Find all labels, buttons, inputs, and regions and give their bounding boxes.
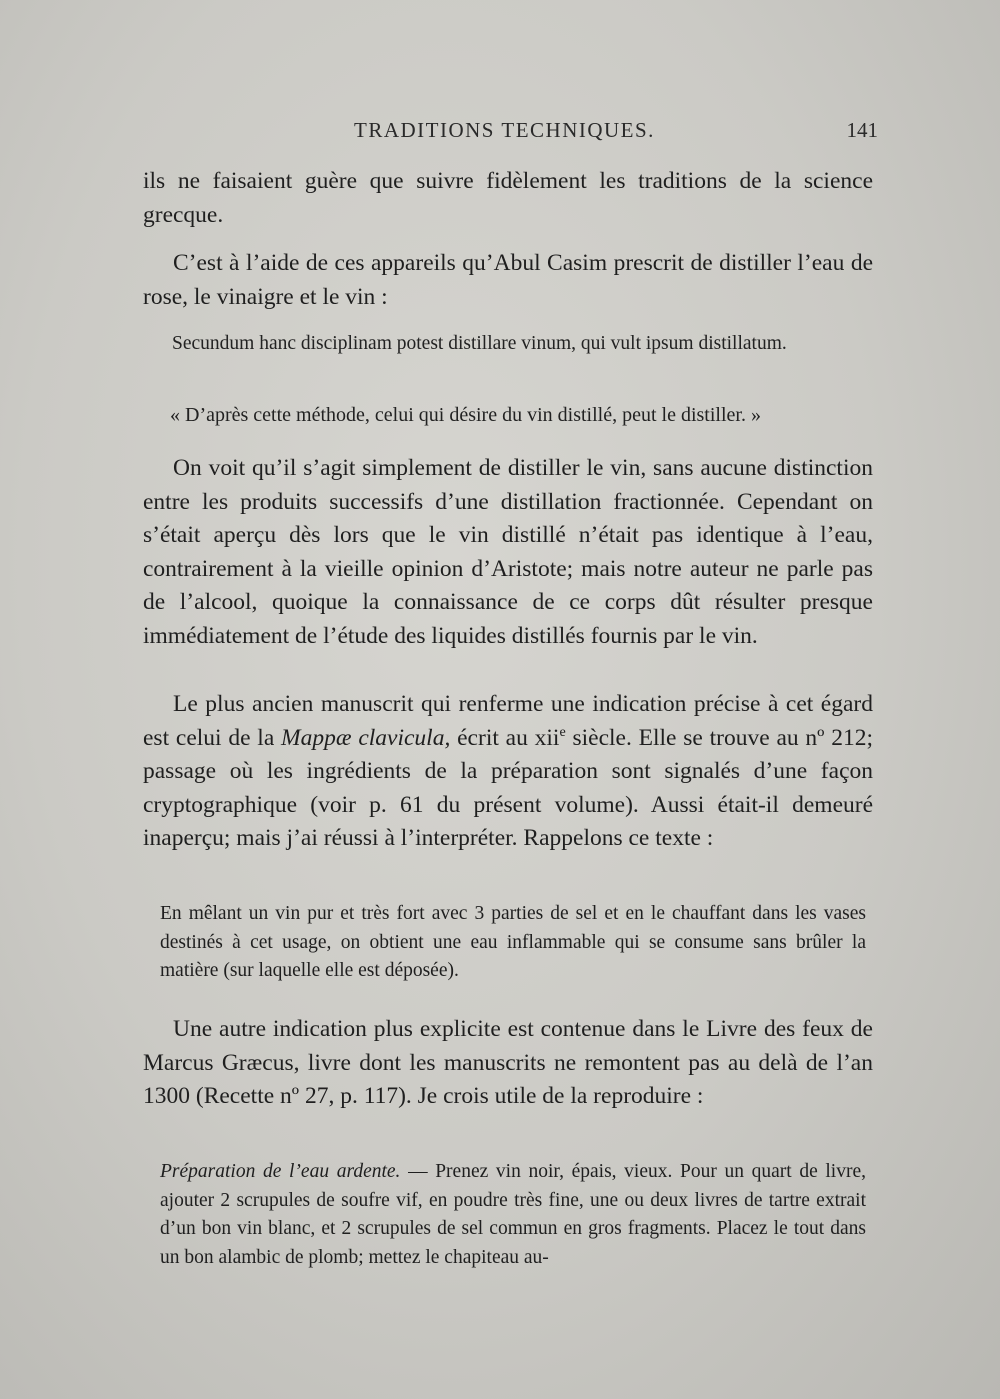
paragraph-distillation: On voit qu’il s’agit simplement de distiller le vin, sans aucune distinction entre les produits successifs d’une distillation fractionnée. Cependant on s’était aperçu dès lors que le vin distillé n’était pas identique à l’eau, contrairement à la vieille opinion d’Aristote; mais notre auteur ne parle pas de l’alcool, quoique la connaissance de ce corps dût résulter presque immédiatement de l’étude des liquides distillés fournis par le vin. xyxy=(143,455,873,649)
paragraph-text-start: Le plus ancien manuscrit qui renferme une indication précise à cet égard est celui de la xyxy=(143,691,873,751)
page-number: 141 xyxy=(846,118,878,142)
running-title: TRADITIONS TECHNIQUES. xyxy=(354,118,655,142)
paragraph-abul-casim: C’est à l’aide de ces appareils qu’Abul Casim prescrit de distiller l’eau de rose, le vinaigre et le vin : xyxy=(143,250,873,310)
quoted-recipe-text: En mêlant un vin pur et très fort avec 3 parties de sel et en le chauffant dans les vases destinés à cet usage, on obtient une eau inflammable qui se consume sans brûler la matière (sur laquelle elle est déposée). xyxy=(160,903,866,981)
paragraph-mappae-clavicula xyxy=(143,688,873,856)
latin-quote: Secundum hanc disciplinam potest distillare vinum, qui vult ipsum distillatum. xyxy=(172,333,787,354)
paragraph-text-mid: écrit au xii xyxy=(450,724,560,751)
paragraph-marcus-graecus: Une autre indication plus explicite est contenue dans le Livre des feux de Marcus Græcus, livre dont les manuscrits ne remontent pas au delà de l’an 1300 (Recette nº 27, p. 117). Je crois utile de la reproduire : xyxy=(143,1016,873,1109)
page-header xyxy=(140,118,878,148)
paragraph-continuation: ils ne faisaient guère que suivre fidèlement les traditions de la science grecque. xyxy=(143,168,873,228)
manuscript-title: Mappæ clavicula, xyxy=(281,724,451,751)
recipe-title: Préparation de l’eau ardente. xyxy=(160,1161,401,1182)
century-superscript: e xyxy=(559,723,566,740)
paragraph-text-end: siècle. Elle se trouve au nº 212; passage où les ingrédients de la préparation sont signalés d’une façon cryptographique (voir p. 61 du présent volume). Aussi était-il demeuré inaperçu; mais j’ai réussi à l’interpréter. Rappelons ce texte : xyxy=(143,724,873,851)
recipe-paragraph xyxy=(160,1158,866,1272)
french-translation: « D’après cette méthode, celui qui désire du vin distillé, peut le distiller. » xyxy=(170,404,761,426)
recipe-body: — Prenez vin noir, épais, vieux. Pour un quart de livre, ajouter 2 scrupules de soufre vif, en poudre très fine, une ou deux livres de tartre extrait d’un bon vin blanc, et 2 scrupules de sel commun en gros fragments. Placez le tout dans un bon alambic de plomb; mettez le chapiteau au- xyxy=(160,1161,866,1268)
